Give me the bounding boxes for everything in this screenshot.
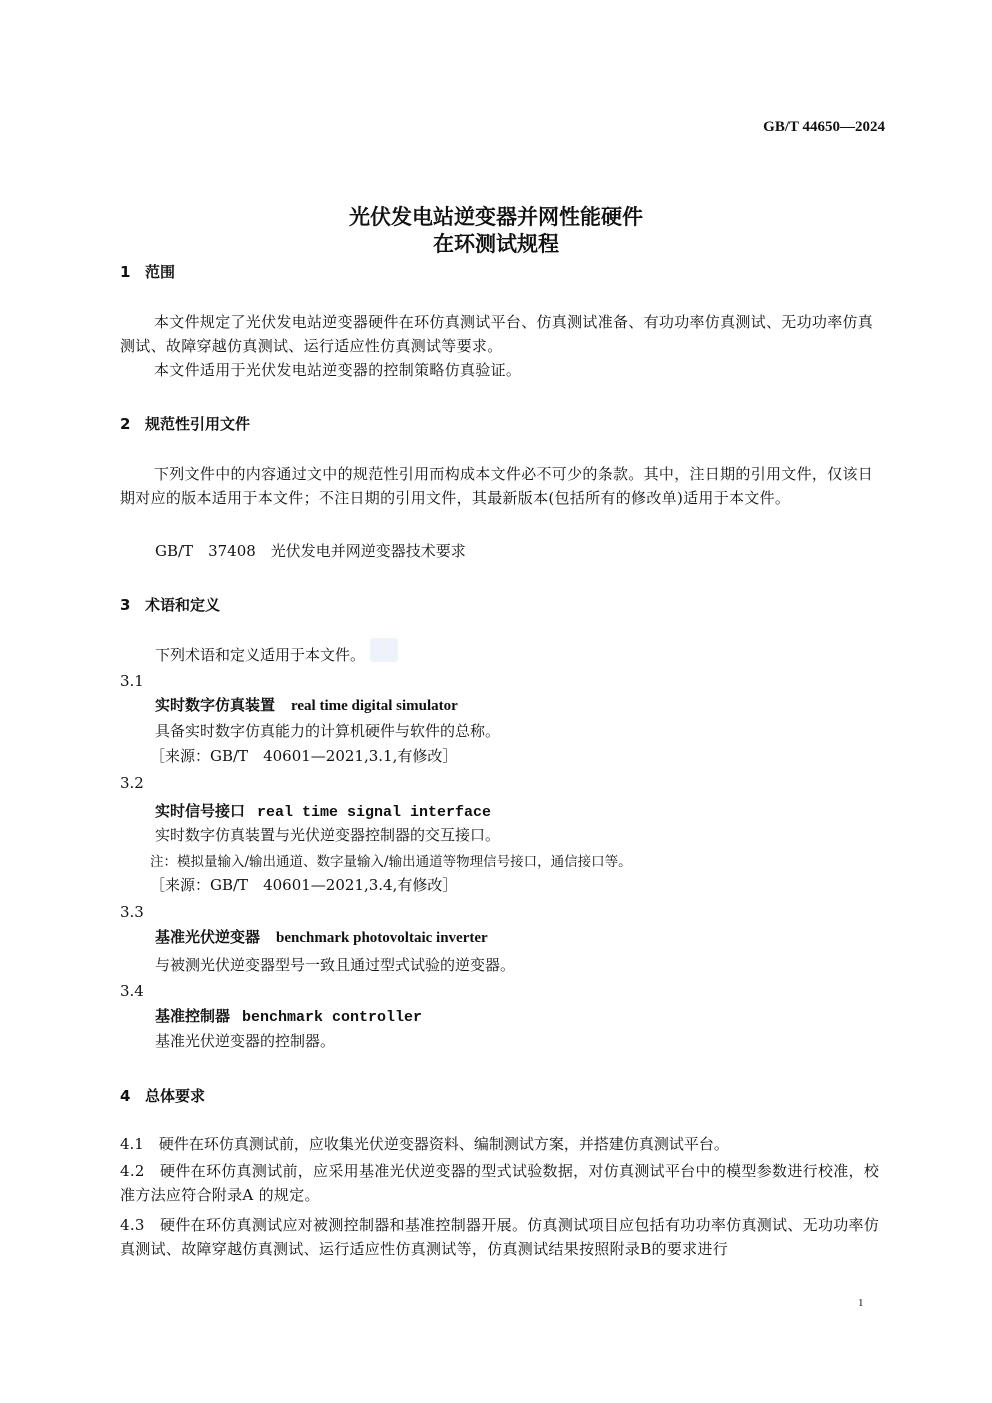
scope-paragraph-2: 本文件适用于光伏发电站逆变器的控制策略仿真验证。: [154, 361, 522, 379]
term-en: real time digital simulator: [291, 698, 458, 714]
term-number-3-2: 3.2: [120, 774, 144, 792]
term-3-4: [155, 1005, 422, 1026]
section-number: 3: [120, 596, 131, 614]
section-number: 1: [120, 263, 131, 281]
clause-4-1: 4.1 硬件在环仿真测试前，应收集光伏逆变器资料、编制测试方案，并搭建仿真测试平台。: [120, 1135, 729, 1153]
normative-reference-item: GB/T 37408 光伏发电并网逆变器技术要求: [155, 542, 466, 560]
term-3-2: [155, 800, 491, 821]
section-2-heading: [120, 413, 250, 434]
term-3-1-definition: 具备实时数字仿真能力的计算机硬件与软件的总称。: [155, 722, 501, 740]
highlight-mark: [370, 638, 398, 662]
term-3-4-definition: 基准光伏逆变器的控制器。: [155, 1032, 336, 1050]
scope-paragraph-1: 本文件规定了光伏发电站逆变器硬件在环仿真测试平台、仿真测试准备、有功功率仿真测试、无功功率仿真测试、故障穿越仿真测试、运行适应性仿真测试等要求。: [120, 313, 874, 355]
term-3-2-note: 注：模拟量输入/输出通道、数字量输入/输出通道等物理信号接口，通信接口等。: [150, 854, 632, 870]
term-3-3: [155, 926, 488, 947]
term-number-3-1: 3.1: [120, 672, 144, 690]
section-number: 4: [120, 1087, 131, 1105]
section-title: 总体要求: [145, 1087, 206, 1105]
section-title: 规范性引用文件: [145, 415, 251, 433]
normative-references-paragraph: 下列文件中的内容通过文中的规范性引用而构成本文件必不可少的条款。其中，注日期的引用文件，仅该日期对应的版本适用于本文件；不注日期的引用文件，其最新版本(包括所有的修改单)适用于本文件。: [120, 465, 874, 507]
section-3-heading: [120, 594, 220, 615]
section-4-heading: [120, 1085, 205, 1106]
term-zh: 实时信号接口: [155, 802, 246, 820]
term-en: real time signal interface: [257, 804, 492, 821]
page-number: 1: [858, 1297, 864, 1309]
term-3-3-definition: 与被测光伏逆变器型号一致且通过型式试验的逆变器。: [155, 956, 516, 974]
term-3-2-source: ［来源：GB/T 40601—2021,3.4,有修改］: [150, 876, 458, 894]
standard-code: GB/T 44650—2024: [763, 119, 885, 135]
section-title: 术语和定义: [145, 596, 221, 614]
section-title: 范围: [145, 263, 176, 281]
term-en: benchmark photovoltaic inverter: [276, 930, 488, 946]
term-3-2-definition: 实时数字仿真装置与光伏逆变器控制器的交互接口。: [155, 826, 501, 844]
term-3-1: [155, 694, 458, 715]
clause-4-3: 4.3 硬件在环仿真测试应对被测控制器和基准控制器开展。仿真测试项目应包括有功功率仿真测试、无功功率仿真测试、故障穿越仿真测试、运行适应性仿真测试等，仿真测试结果按照附录B的要求进行: [120, 1216, 880, 1258]
term-number-3-4: 3.4: [120, 982, 144, 1000]
terms-intro: 下列术语和定义适用于本文件。: [155, 646, 366, 664]
term-3-1-source: ［来源：GB/T 40601—2021,3.1,有修改］: [150, 747, 458, 765]
term-zh: 实时数字仿真装置: [155, 696, 276, 714]
section-number: 2: [120, 415, 131, 433]
term-zh: 基准控制器: [155, 1007, 231, 1025]
document-title-line-1: 光伏发电站逆变器并网性能硬件: [349, 205, 643, 229]
document-title-line-2: 在环测试规程: [433, 232, 559, 256]
term-number-3-3: 3.3: [120, 903, 144, 921]
term-zh: 基准光伏逆变器: [155, 928, 261, 946]
term-en: benchmark controller: [242, 1009, 423, 1026]
section-1-heading: [120, 261, 175, 282]
clause-4-2: 4.2 硬件在环仿真测试前，应采用基准光伏逆变器的型式试验数据，对仿真测试平台中的模型参数进行校准，校准方法应符合附录A 的规定。: [120, 1162, 880, 1204]
